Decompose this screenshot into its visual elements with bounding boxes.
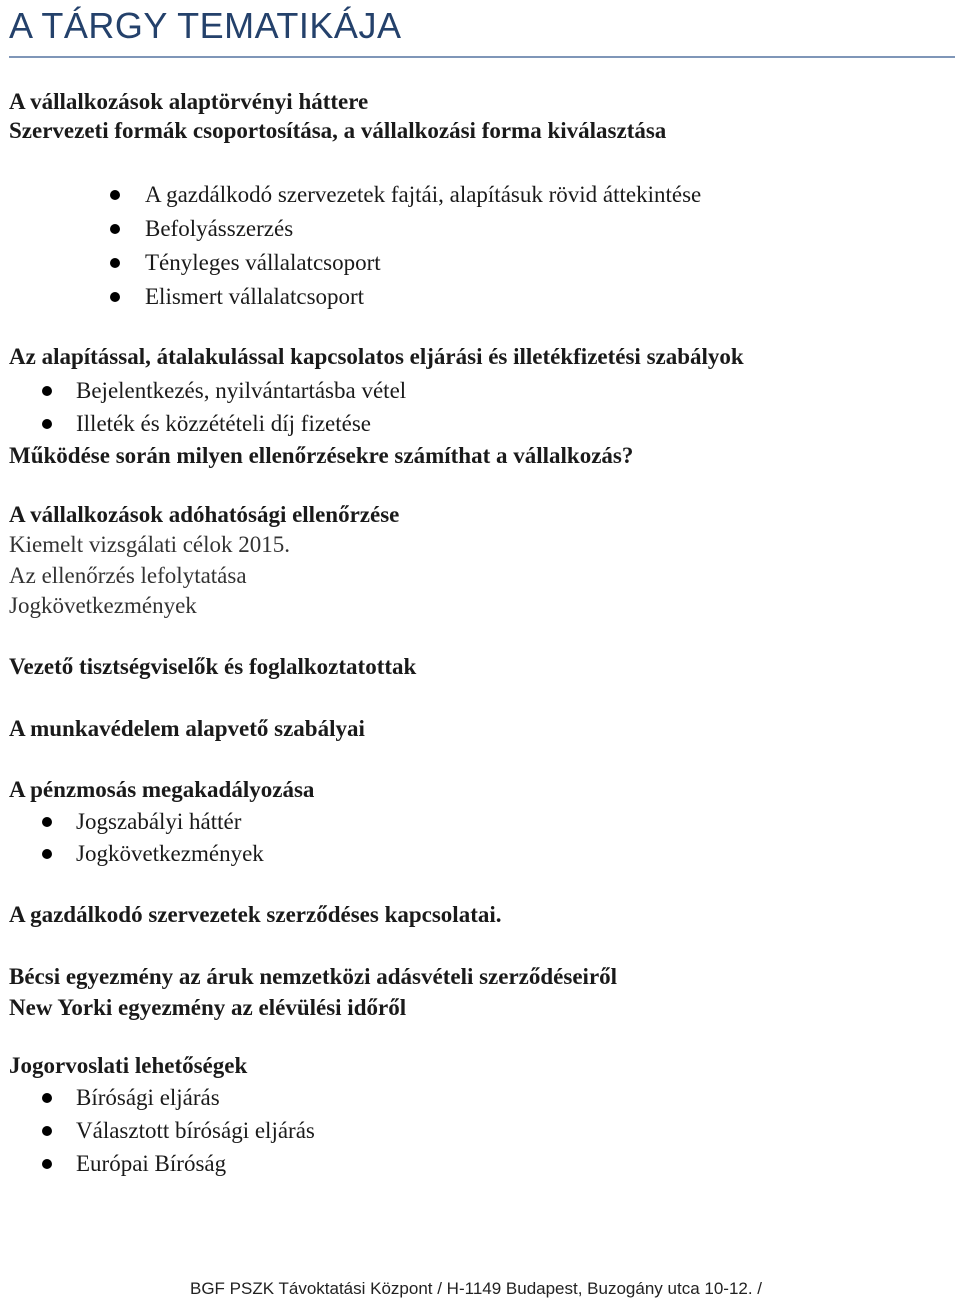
list-item-label: Európai Bíróság xyxy=(76,1151,227,1176)
list-item-label: Jogszabályi háttér xyxy=(76,809,242,834)
section-heading: Jogorvoslati lehetőségek xyxy=(9,1053,248,1078)
list-item-label: Bejelentkezés, nyilvántartásba vétel xyxy=(76,378,407,403)
bullet-icon xyxy=(42,849,52,859)
list-item-label: Jogkövetkezmények xyxy=(76,841,264,866)
bullet-icon xyxy=(42,817,52,827)
bullet-icon xyxy=(110,292,120,302)
section-question: Működése során milyen ellenőrzésekre számíthat a vállalkozás? xyxy=(9,443,634,468)
list-item-label: Illeték és közzétételi díj fizetése xyxy=(76,411,372,436)
bullet-icon xyxy=(42,419,52,429)
bullet-icon xyxy=(110,190,120,200)
list-item-label: Befolyásszerzés xyxy=(145,216,294,241)
section-line: Az ellenőrzés lefolytatása xyxy=(9,563,247,588)
section-heading: A vállalkozások alaptörvényi háttere xyxy=(9,89,369,114)
section-heading: Szervezeti formák csoportosítása, a vállalkozási forma kiválasztása xyxy=(9,118,667,143)
section-heading: Az alapítással, átalakulással kapcsolatos eljárási és illetékfizetési szabályok xyxy=(9,344,744,369)
section-heading: Vezető tisztségviselők és foglalkoztatottak xyxy=(9,654,417,679)
section-heading: A munkavédelem alapvető szabályai xyxy=(9,716,365,741)
list-item-label: Választott bírósági eljárás xyxy=(76,1118,315,1143)
section-line: Kiemelt vizsgálati célok 2015. xyxy=(9,532,291,557)
list-item-label: A gazdálkodó szervezetek fajtái, alapításuk rövid áttekintése xyxy=(145,182,702,207)
title-divider xyxy=(9,56,955,58)
bullet-icon xyxy=(110,224,120,234)
page-title: A TÁRGY TEMATIKÁJA xyxy=(9,5,402,46)
section-heading: A pénzmosás megakadályozása xyxy=(9,777,315,802)
bullet-icon xyxy=(42,1126,52,1136)
section-heading: A vállalkozások adóhatósági ellenőrzése xyxy=(9,502,400,527)
list-item-label: Elismert vállalatcsoport xyxy=(145,284,365,309)
bullet-icon xyxy=(42,1093,52,1103)
bullet-icon xyxy=(110,258,120,268)
list-item-label: Tényleges vállalatcsoport xyxy=(145,250,381,275)
list-item-label: Bírósági eljárás xyxy=(76,1085,220,1110)
section-heading: New Yorki egyezmény az elévülési időről xyxy=(9,995,407,1020)
page-footer: BGF PSZK Távoktatási Központ / H-1149 Budapest, Buzogány utca 10-12. / xyxy=(190,1279,763,1298)
bullet-icon xyxy=(42,386,52,396)
section-heading: A gazdálkodó szervezetek szerződéses kapcsolatai. xyxy=(9,902,502,927)
section-line: Jogkövetkezmények xyxy=(9,593,197,618)
bullet-icon xyxy=(42,1159,52,1169)
section-heading: Bécsi egyezmény az áruk nemzetközi adásvételi szerződéseiről xyxy=(9,964,618,989)
